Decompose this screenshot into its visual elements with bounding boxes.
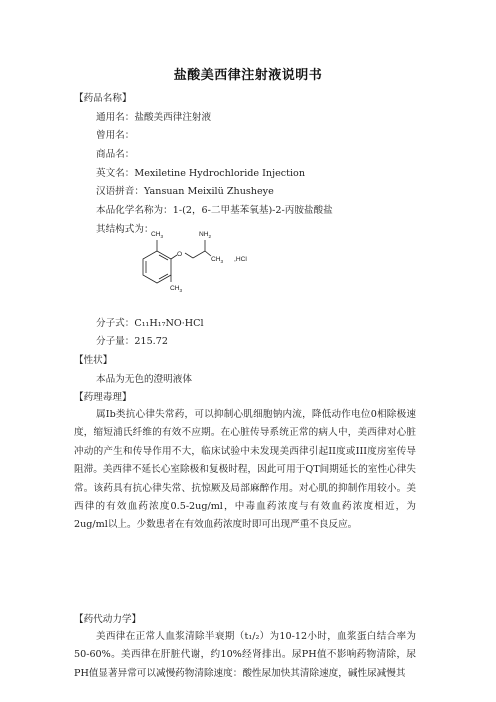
- former-name: 曾用名：: [96, 130, 135, 141]
- amine-label: $NH_2$: [199, 231, 212, 239]
- methyl-bottom-label: $CH_3$: [170, 285, 183, 293]
- section-heading-properties: 【性状】: [74, 355, 113, 366]
- methyl-right-label: $CH_3$: [211, 256, 224, 264]
- hcl-label: ,HCl: [234, 256, 247, 263]
- molecular-formula: 分子式：C₁₁H₁₇NO·HCl: [96, 318, 204, 329]
- english-name: 英文名：Mexiletine Hydrochloride Injection: [96, 168, 306, 179]
- chemical-name: 本品化学名称为：1-(2，6-二甲基苯氧基)-2-丙胺盐酸盐: [96, 205, 333, 216]
- methyl-top-label: $CH_3$: [151, 231, 164, 239]
- pharmacology-paragraph: 属Ib类抗心律失常药，可以抑制心肌细胞钠内流，降低动作电位0相除极速度，缩短浦氏纤维的有效不应期。在心脏传导系统正常的病人中，美西律对心脏冲动的产生和传导作用不大，临床试验中未发现美西律引起II度或III度房室传导阻滞。美西律不延长心室除极和复极时程，因此可用于QT间期延长的室性心律失常。该药具有抗心律失常、抗惊厥及局部麻醉作用。对心肌的抑制作用较小。美西律的有效血药浓度0.5-2ug/ml，中毒血药浓度与有效血药浓度相近，为2ug/ml以上。少数患者在有效血药浓度时即可出现严重不良反应。: [74, 409, 416, 531]
- page-title: 盐酸美西律注射液说明书: [173, 68, 323, 83]
- oxygen-label: O: [177, 251, 183, 258]
- benzene-ring: [143, 251, 171, 283]
- molecular-weight: 分子量：215.72: [96, 336, 168, 347]
- section-heading-pharmacokinetics: 【药代动力学】: [74, 614, 142, 625]
- trade-name: 商品名：: [96, 149, 135, 160]
- properties-text: 本品为无色的澄明液体: [96, 374, 192, 385]
- pinyin-name: 汉语拼音：Yansuan Meixilü Zhusheye: [96, 186, 274, 197]
- pharmacokinetics-paragraph: 美西律在正常人血浆清除半衰期（t₁/₂）为10-12小时，血浆蛋白结合率为50-60%。美西律在肝脏代谢，约10%经肾排出。尿PH值不影响药物清除，尿PH值显著异常可以减慢药物清除速度：酸性尿加快其清除速度，碱性尿减慢其: [74, 631, 416, 679]
- generic-name: 通用名：盐酸美西律注射液: [96, 112, 212, 123]
- structural-formula: [135, 226, 255, 306]
- section-heading-drug-name: 【药品名称】: [74, 93, 132, 104]
- structure-label: 其结构式为：: [96, 224, 154, 235]
- section-heading-pharmacology: 【药理毒理】: [74, 392, 132, 403]
